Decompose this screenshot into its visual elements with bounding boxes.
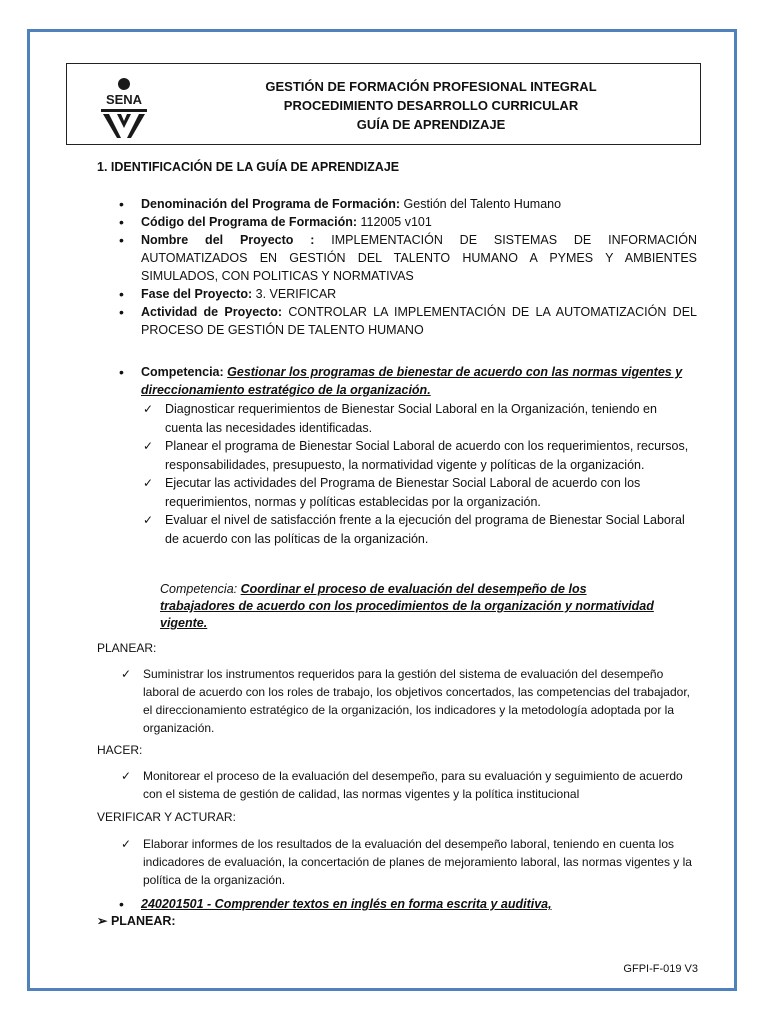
check-item: ✓ Elaborar informes de los resultados de la evaluación del desempeño laboral, teniendo en cuenta los indicadores de evaluación, la concertación de planes de mejoramiento laboral, las normas vigentes y la política de la organización. bbox=[121, 835, 696, 889]
document-header bbox=[66, 63, 701, 145]
planear-label: PLANEAR: bbox=[97, 641, 157, 655]
list-item: • Nombre del Proyecto : IMPLEMENTACIÓN DE SISTEMAS DE INFORMACIÓN AUTOMATIZADOS EN GESTIÓN DEL TALENTO HUMANO A PYMES Y AMBIENTES SIMULADOS, CON POLITICAS Y NORMATIVAS bbox=[119, 231, 697, 285]
planear-arrow-item: ➢ PLANEAR: bbox=[97, 914, 176, 928]
hacer-label: HACER: bbox=[97, 743, 143, 757]
verificar-checks bbox=[121, 835, 696, 889]
list-item: • Competencia: Gestionar los programas de bienestar de acuerdo con las normas vigentes y direccionamiento estratégico de la organización. bbox=[119, 363, 697, 399]
check-item: ✓ Planear el programa de Bienestar Social Laboral de acuerdo con los requerimientos, recursos, responsabilidades, presupuesto, la normatividad vigente y políticas de la organización. bbox=[143, 437, 695, 474]
identification-list bbox=[119, 195, 697, 339]
arrow-bullet-icon: ➢ bbox=[97, 914, 111, 928]
competencia-1 bbox=[119, 363, 697, 399]
list-item: • Denominación del Programa de Formación: Gestión del Talento Humano bbox=[119, 195, 697, 213]
list-item: • 240201501 - Comprender textos en inglés en forma escrita y auditiva, bbox=[119, 895, 697, 913]
competencia-2: Competencia: Coordinar el proceso de evaluación del desempeño de los trabajadores de acuerdo con los procedimientos de la organización y normatividad vigente. bbox=[160, 582, 654, 630]
check-item: ✓ Diagnosticar requerimientos de Bienestar Social Laboral en la Organización, teniendo en cuenta las necesidades identificadas. bbox=[143, 400, 695, 437]
sena-logo bbox=[95, 76, 153, 140]
check-item: ✓ Evaluar el nivel de satisfacción frente a la ejecución del programa de Bienestar Social Laboral de acuerdo con las políticas de la organización. bbox=[143, 511, 695, 548]
check-item: ✓ Suministrar los instrumentos requeridos para la gestión del sistema de evaluación del desempeño laboral de acuerdo con los roles de trabajo, los objetivos concertados, las competencias del trabajador, el direccionamiento estratégico de la organización, los indicadores y la metodología adoptada por la organización. bbox=[121, 665, 696, 737]
english-competence bbox=[119, 895, 697, 913]
header-title-3: GUÍA DE APRENDIZAJE bbox=[356, 117, 506, 132]
list-item: • Código del Programa de Formación: 112005 v101 bbox=[119, 213, 697, 231]
header-title-1: GESTIÓN DE FORMACIÓN PROFESIONAL INTEGRAL bbox=[265, 79, 597, 94]
logo-text: SENA bbox=[105, 92, 143, 107]
planear-checks bbox=[121, 665, 696, 737]
list-item: • Actividad de Proyecto: CONTROLAR LA IMPLEMENTACIÓN DE LA AUTOMATIZACIÓN DEL PROCESO DE GESTIÓN DE TALENTO HUMANO bbox=[119, 303, 697, 339]
footer-code: GFPI-F-019 V3 bbox=[623, 963, 698, 975]
verificar-label: VERIFICAR Y ACTURAR: bbox=[97, 810, 236, 824]
check-item: ✓ Monitorear el proceso de la evaluación del desempeño, para su evaluación y seguimiento de acuerdo con el sistema de gestión de calidad, las normas vigentes y la política institucional bbox=[121, 767, 696, 803]
section-title: 1. IDENTIFICACIÓN DE LA GUÍA DE APRENDIZAJE bbox=[97, 160, 400, 174]
list-item: • Fase del Proyecto: 3. VERIFICAR bbox=[119, 285, 697, 303]
check-item: ✓ Ejecutar las actividades del Programa de Bienestar Social Laboral de acuerdo con los requerimientos, normas y políticas establecidas por la organización. bbox=[143, 474, 695, 511]
header-title-2: PROCEDIMIENTO DESARROLLO CURRICULAR bbox=[283, 98, 579, 113]
hacer-checks bbox=[121, 767, 696, 803]
header-titles bbox=[162, 77, 700, 134]
competencia-1-checks bbox=[143, 400, 695, 548]
